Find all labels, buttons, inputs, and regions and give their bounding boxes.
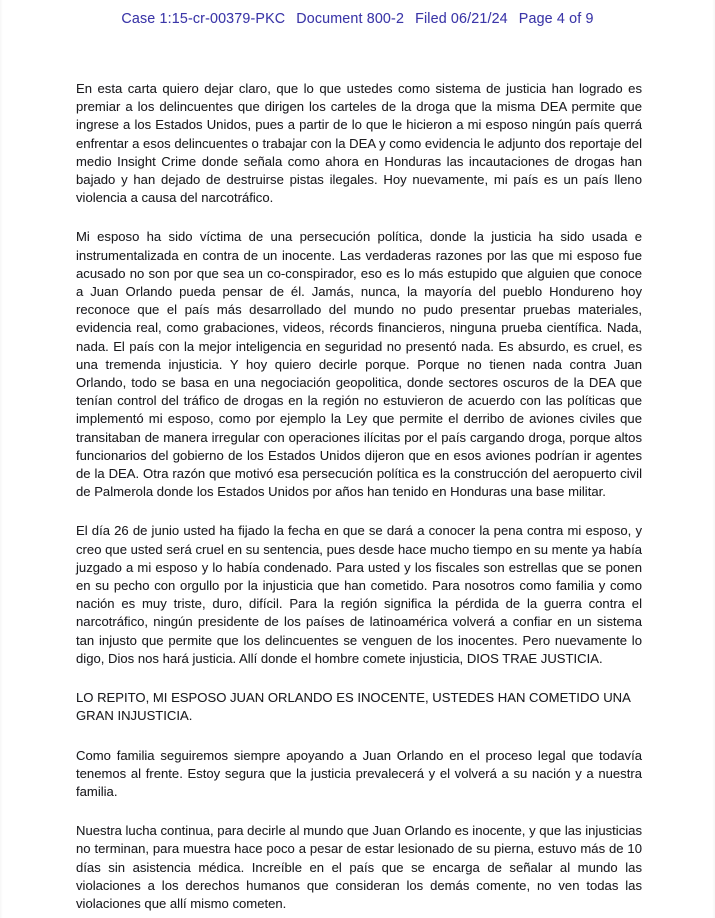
paragraph-2: Mi esposo ha sido víctima de una persecución política, donde la justicia ha sido usada e instrumentalizada en contra de un inocente. Las verdaderas razones por las que mi esposo fue acusado no son por que sea un co-conspirador, eso es lo más estupido que alguien que conoce a Juan Orlando pueda pensar de él. Jamás, nunca, la mayoría del pueblo Hondureno hoy reconoce que el país más desarrollado del mundo no pudo presentar pruebas materiales, evidencia real, como grabaciones, videos, récords financieros, ninguna prueba científica. Nada, nada. El país con la mejor inteligencia en seguridad no presentó nada. Es absurdo, es cruel, es una tremenda injusticia. Y hoy quiero decirle porque. Porque no tienen nada contra Juan Orlando, todo se basa en una negociación geopolitica, donde sectores oscuros de la DEA que tenían control del tráfico de drogas en la región no estuvieron de acuerdo con las políticas que implementó mi esposo, como por ejemplo la Ley que permite el derribo de aviones civiles que transitaban de manera irregular con operaciones ilícitas por el país cargando droga, porque altos funcionarios del gobierno de los Estados Unidos dijeron que en esos aviones podrían ir agentes de la DEA. Otra razón que motivó esa persecución política es la construcción del aeropuerto civil de Palmerola donde los Estados Unidos por años han tenido en Honduras una base militar. [76,229,642,500]
stamp-case-number: Case 1:15-cr-00379-PKC [121,11,286,27]
paragraph-6: Nuestra lucha continua, para decirle al mundo que Juan Orlando es inocente, y que las injusticias no terminan, para muestra hace poco a pesar de estar lesionado de su pierna, estuvo más de 10 días sin asistencia médica. Increíble en el país que se encarga de señalar al mundo las violaciones a los derechos humanos que consideran los demás comente, no ven todas las violaciones que allí mismo cometen. [76,823,642,911]
paragraph-3: El día 26 de junio usted ha fijado la fecha en que se dará a conocer la pena contra mi esposo, y creo que usted será cruel en su sentencia, pues desde hace mucho tiempo en su mente ya había juzgado a mi esposo y lo había condenado. Para usted y los fiscales son estrellas que se ponen en su pecho con orgullo por la injusticia que han cometido. Para nosotros como familia y como nación es muy triste, duro, difícil. Para la región significa la pérdida de la guerra contra el narcotráfico, ningún presidente de los países de latinoamérica volverá a confiar en un sistema tan injusto que permite que los delincuentes se venguen de los inocentes. Pero nuevamente lo digo, Dios nos hará justicia. Allí donde el hombre comete injusticia, DIOS TRAE JUSTICIA. [76,523,642,666]
ecf-header-stamp [0,11,715,27]
stamp-page-number: Page 4 of 9 [518,11,594,27]
paragraph-4-declaration: LO REPITO, MI ESPOSO JUAN ORLANDO ES INOCENTE, USTEDES HAN COMETIDO UNA GRAN INJUSTICIA. [76,690,631,724]
stamp-document-number: Document 800-2 [296,11,405,27]
letter-body [76,80,642,918]
stamp-filed-date: Filed 06/21/24 [415,11,508,27]
paragraph-5: Como familia seguiremos siempre apoyando a Juan Orlando en el proceso legal que todavía tenemos al frente. Estoy segura que la justicia prevalecerá y el volverá a su nación y a nuestra familia. [76,747,642,799]
paragraph-1: En esta carta quiero dejar claro, que lo que ustedes como sistema de justicia han logrado es premiar a los delincuentes que dirigen los carteles de la droga que la misma DEA permite que ingrese a los Estados Unidos, pues a partir de lo que le hicieron a mi esposo ningún país querrá enfrentar a esos delincuentes o trabajar con la DEA y como evidencia le adjunto dos reportaje del medio Insight Crime donde señala como ahora en Honduras las incautaciones de drogas han bajado y han dejado de destruirse pistas ilegales. Hoy nuevamente, mi país es un país lleno violencia a causa del narcotráfico. [76,81,642,206]
